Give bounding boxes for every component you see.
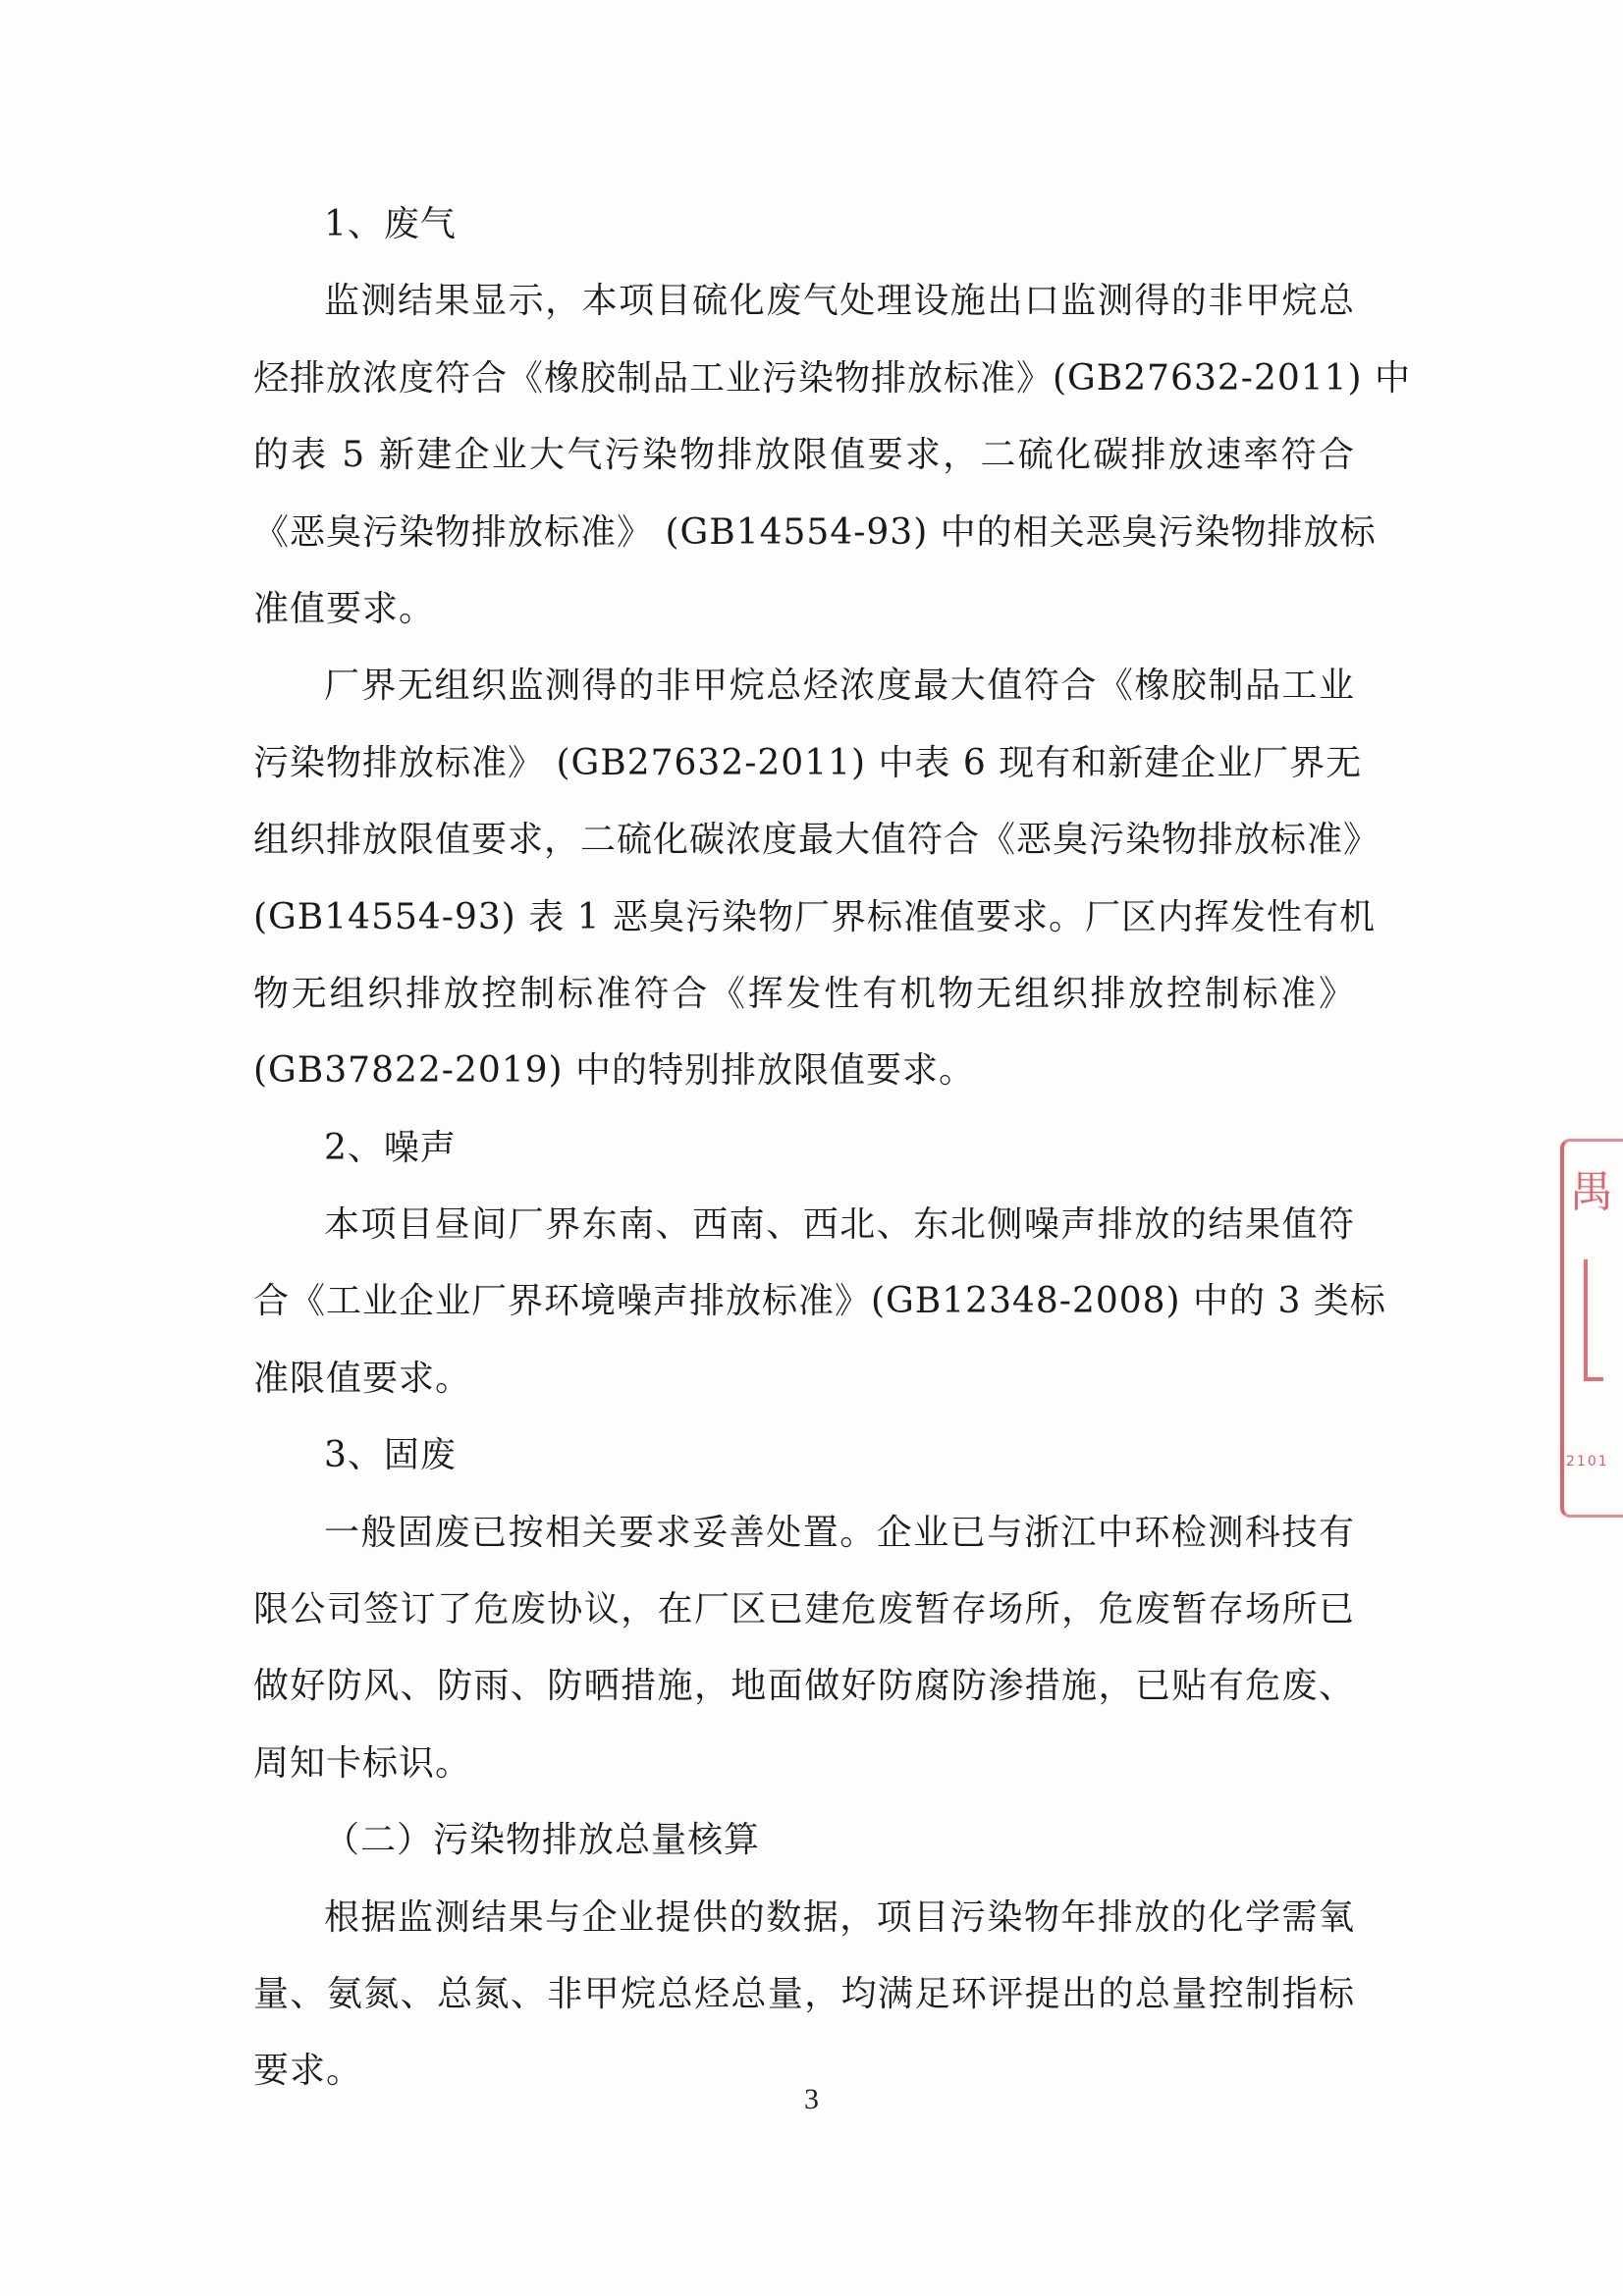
page-content: [253, 187, 1412, 2110]
paragraph-line: 限公司签订了危废协议，在厂区已建危废暂存场所，危废暂存场所已: [253, 1589, 1355, 1630]
seal-glyph: 禺: [1570, 1167, 1613, 1217]
section-heading-total-emissions: （二）污染物排放总量核算: [324, 1820, 761, 1861]
paragraph-line: (GB37822-2019) 中的特别排放限值要求。: [253, 1050, 976, 1092]
paragraph-line: 物无组织排放控制标准符合《挥发性有机物无组织排放控制标准》: [253, 973, 1355, 1014]
red-seal-stamp: [1560, 1139, 1623, 1518]
paragraph-line: 要求。: [253, 2051, 363, 2092]
section-heading-solid-waste: 3、固废: [324, 1435, 457, 1476]
paragraph-line: 合《工业企业厂界环境噪声排放标准》(GB12348-2008) 中的 3 类标: [253, 1281, 1386, 1322]
paragraph-line: 准值要求。: [253, 588, 436, 629]
page-number: 3: [804, 2083, 819, 2115]
section-heading-noise: 2、噪声: [324, 1127, 457, 1168]
paragraph-line: 周知卡标识。: [253, 1742, 472, 1784]
paragraph-line: 厂界无组织监测得的非甲烷总烃浓度最大值符合《橡胶制品工业: [324, 666, 1355, 707]
seal-number: 2101: [1566, 1454, 1609, 1469]
paragraph-line: 本项目昼间厂界东南、西南、西北、东北侧噪声排放的结果值符: [324, 1204, 1355, 1246]
paragraph-line: 准限值要求。: [253, 1358, 472, 1399]
paragraph-line: 量、氨氮、总氮、非甲烷总烃总量，均满足环评提出的总量控制指标: [253, 1973, 1355, 2014]
paragraph-line: 做好防风、防雨、防晒措施，地面做好防腐防渗措施，已贴有危废、: [253, 1666, 1355, 1707]
paragraph-line: (GB14554-93) 表 1 恶臭污染物厂界标准值要求。厂区内挥发性有机: [253, 896, 1377, 937]
paragraph-line: 的表 5 新建企业大气污染物排放限值要求，二硫化碳排放速率符合: [253, 435, 1355, 476]
paragraph-line: 组织排放限值要求，二硫化碳浓度最大值符合《恶臭污染物排放标准》: [253, 820, 1380, 861]
seal-stroke: [1584, 1259, 1603, 1381]
paragraph-line: 《恶臭污染物排放标准》 (GB14554-93) 中的相关恶臭污染物排放标: [253, 511, 1377, 553]
paragraph-line: 监测结果显示，本项目硫化废气处理设施出口监测得的非甲烷总: [324, 281, 1355, 322]
paragraph-line: 根据监测结果与企业提供的数据，项目污染物年排放的化学需氧: [324, 1896, 1355, 1938]
section-heading-exhaust-gas: 1、废气: [324, 204, 457, 244]
paragraph-line: 污染物排放标准》 (GB27632-2011) 中表 6 现有和新建企业厂界无: [253, 742, 1363, 783]
paragraph-line: 烃排放浓度符合《橡胶制品工业污染物排放标准》(GB27632-2011) 中: [253, 357, 1412, 399]
paragraph-line: 一般固废已按相关要求妥善处置。企业已与浙江中环检测科技有: [324, 1512, 1355, 1553]
